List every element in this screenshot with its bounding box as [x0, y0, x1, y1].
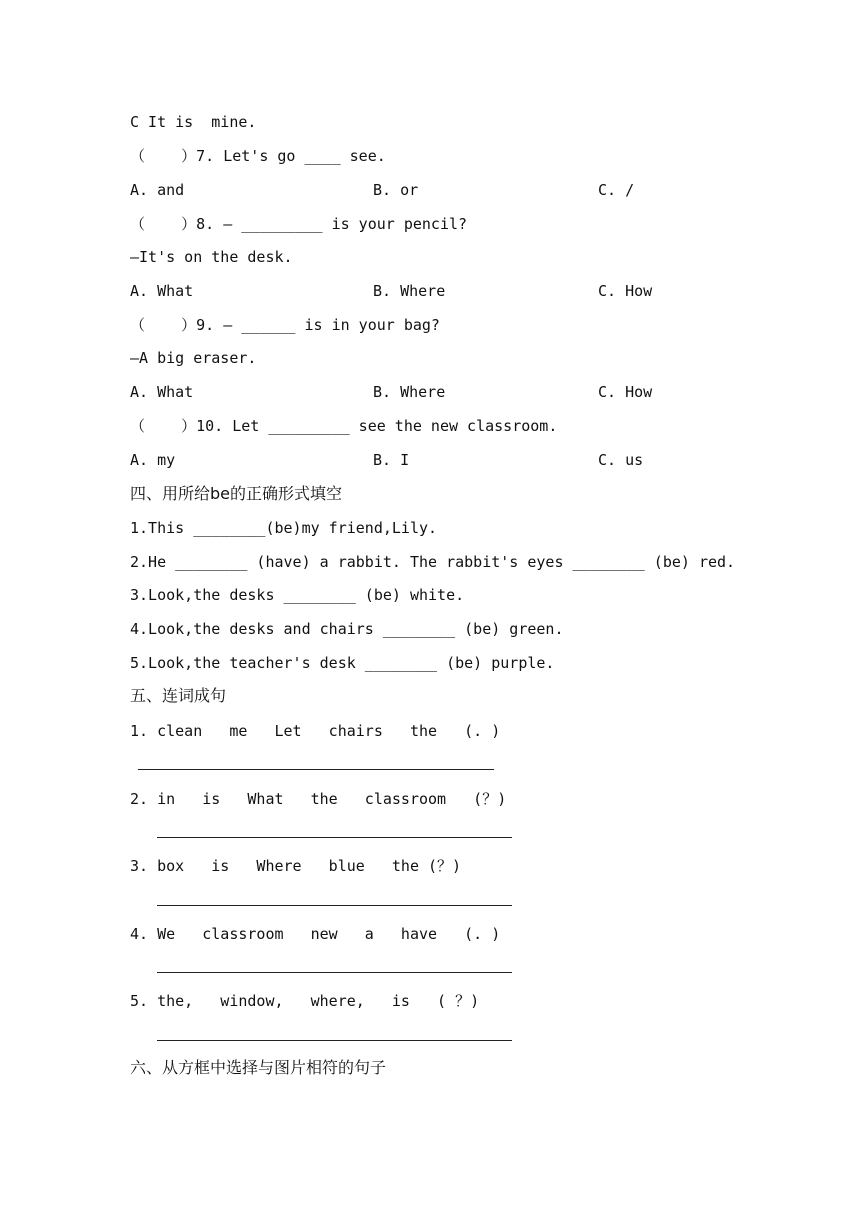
- section5-item-3: 3. box is Where blue the (？): [130, 857, 462, 875]
- q9-stem: （ ）9. — ______ is in your bag?: [130, 316, 440, 334]
- q7-stem: （ ）7. Let's go ____ see.: [130, 147, 386, 165]
- q10-option-c: C. us: [598, 451, 644, 469]
- answer-line-2: [157, 837, 512, 838]
- q8-stem: （ ）8. — _________ is your pencil?: [130, 215, 468, 233]
- section4-item-3: 3.Look,the desks ________ (be) white.: [130, 586, 465, 604]
- q9-option-a: A. What: [130, 383, 194, 401]
- q9-option-c: C. How: [598, 383, 653, 401]
- q10-option-b: B. I: [373, 451, 410, 469]
- section5-item-4: 4. We classroom new a have (. ): [130, 925, 501, 943]
- q10-stem: （ ）10. Let _________ see the new classroom.: [130, 417, 558, 435]
- q10-option-a: A. my: [130, 451, 176, 469]
- q9-answer: —A big eraser.: [130, 349, 257, 367]
- section4-item-4: 4.Look,the desks and chairs ________ (be) green.: [130, 620, 564, 638]
- q8-answer: —It's on the desk.: [130, 248, 293, 266]
- answer-line-3: [157, 905, 512, 906]
- q7-option-a: A. and: [130, 181, 185, 199]
- q9-option-b: B. Where: [373, 383, 446, 401]
- section4-item-2: 2.He ________ (have) a rabbit. The rabbit's eyes ________ (be) red.: [130, 553, 736, 571]
- section6-heading: 六、从方框中选择与图片相符的句子: [130, 1058, 387, 1077]
- q6-option-c: C It is mine.: [130, 113, 257, 131]
- section5-item-5: 5. the, window, where, is ( ？): [130, 992, 480, 1010]
- answer-line-5: [157, 1040, 512, 1041]
- section4-item-5: 5.Look,the teacher's desk ________ (be) purple.: [130, 654, 555, 672]
- q8-option-c: C. How: [598, 282, 653, 300]
- q7-option-b: B. or: [373, 181, 419, 199]
- answer-line-1: [138, 769, 494, 770]
- section4-heading: 四、用所给be的正确形式填空: [130, 484, 343, 503]
- section5-item-1: 1. clean me Let chairs the (. ): [130, 722, 501, 740]
- section4-item-1: 1.This ________(be)my friend,Lily.: [130, 519, 438, 537]
- section5-heading: 五、连词成句: [130, 686, 227, 705]
- answer-line-4: [157, 972, 512, 973]
- section5-item-2: 2. in is What the classroom (？): [130, 790, 507, 808]
- q7-option-c: C. /: [598, 181, 635, 199]
- q8-option-a: A. What: [130, 282, 194, 300]
- q8-option-b: B. Where: [373, 282, 446, 300]
